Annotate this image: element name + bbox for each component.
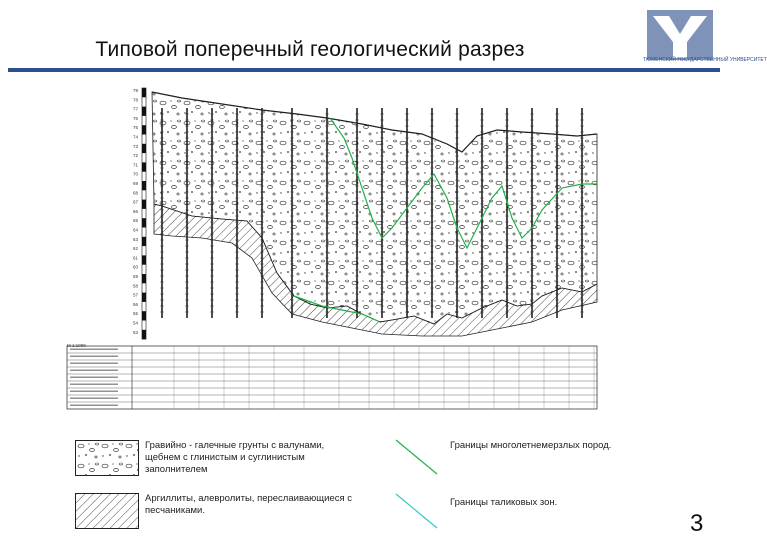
scale-tick-label: 70 [132,171,138,177]
talik-line-icon [393,492,441,532]
scale-tick-label: 67 [132,199,138,205]
scale-tick-label: 75 [132,125,138,131]
slide-title: Типовой поперечный геологический разрез [95,38,525,61]
logo-caption: ТЮМЕНСКИЙ ГОСУДАРСТВЕННЫЙ УНИВЕРСИТЕТ [643,57,767,63]
legend-permafrost-text: Границы многолетнемерзлых пород. [450,440,612,451]
scale-tick-label: 57 [132,292,138,298]
scale-tick-label: 69 [132,181,138,186]
gravel-pattern-icon [75,440,139,476]
scale-tick-label: 65 [132,218,138,224]
scale-tick-label: 61 [132,255,138,261]
legend-argillite-text: Аргиллиты, алевролиты, переслаивающиеся с песчаниками. [145,493,352,516]
scale-tick-label: 79 [132,88,138,93]
elevation-scale [67,88,146,348]
title-divider [8,68,720,72]
scale-tick-label: 55 [132,311,138,317]
scale-tick-label: 59 [132,274,138,279]
scale-tick-label: 56 [132,301,138,307]
scale-tick-label: 58 [132,283,138,289]
scale-tick-label: 63 [132,236,138,242]
scale-tick-label: 71 [132,162,138,168]
scale-tick-label: 74 [132,134,138,140]
page-number: 3 [690,510,704,537]
scale-tick-label: 62 [132,246,138,252]
university-logo-icon [643,8,767,64]
scale-tick-label: 64 [132,227,138,233]
scale-tick-label: 66 [132,208,138,214]
scale-tick-label: 68 [132,190,138,196]
scale-tick-label: 78 [132,97,138,103]
geological-section [62,78,602,410]
scale-tick-label: 72 [132,153,138,159]
hatch-pattern-icon [75,493,139,529]
scale-note: M 1:1000 [67,343,86,349]
scale-tick-label: 77 [132,106,138,112]
scale-tick-label: 60 [132,264,138,270]
scale-tick-label: 76 [132,115,138,121]
legend-talik-text: Границы таликовых зон. [450,497,558,508]
legend-gravel-text: Гравийно - галечные грунты с валунами, щебнем с глинистым и суглинистым заполнителем [145,440,325,475]
scale-tick-label: 73 [132,143,138,149]
borehole-data-table [67,346,597,409]
scale-tick-label: 54 [132,320,138,326]
permafrost-line-icon [393,438,441,478]
scale-tick-label: 53 [132,329,138,335]
